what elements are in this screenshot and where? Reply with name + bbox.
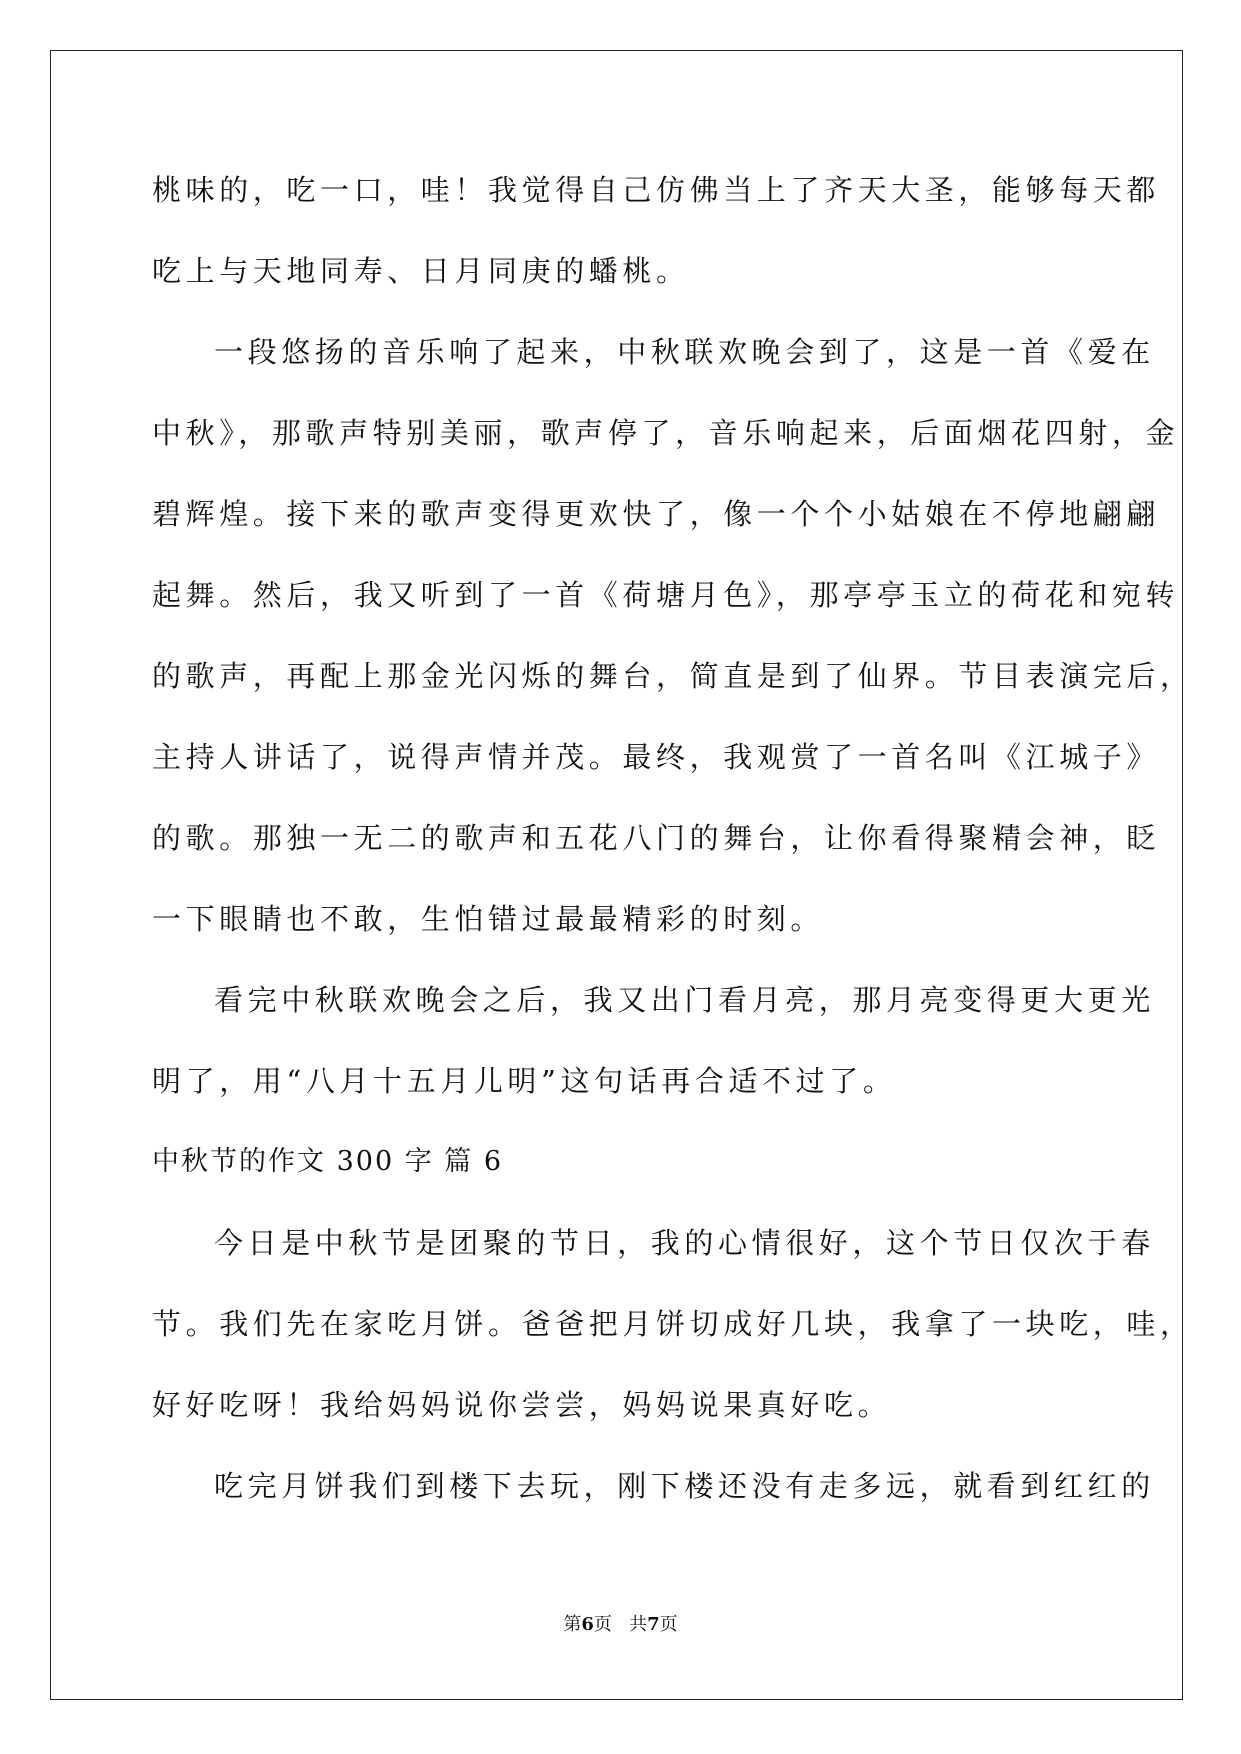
text-line-8: 主持人讲话了，说得声情并茂。最终，我观赏了一首名叫《江城子》 bbox=[152, 740, 1161, 774]
footer-current-page: 6 bbox=[581, 1614, 594, 1635]
text-line-3: 一段悠扬的音乐响了起来，中秋联欢晚会到了，这是一首《爱在 bbox=[214, 335, 1155, 369]
footer-suffix: 页 bbox=[659, 1614, 678, 1635]
text-line-15: 节。我们先在家吃月饼。爸爸把月饼切成好几块，我拿了一块吃，哇， bbox=[152, 1307, 1194, 1341]
text-line-16: 好好吃呀！我给妈妈说你尝尝，妈妈说果真好吃。 bbox=[152, 1388, 892, 1422]
footer-middle: 页 共 bbox=[593, 1614, 648, 1635]
document-body bbox=[152, 165, 1194, 1542]
text-line-5: 碧辉煌。接下来的歌声变得更欢快了，像一个个小姑娘在不停地翩翩 bbox=[152, 497, 1161, 531]
text-line-4: 中秋》，那歌声特别美丽，歌声停了，音乐响起来，后面烟花四射，金 bbox=[152, 416, 1180, 450]
footer-total-pages: 7 bbox=[647, 1614, 660, 1635]
footer-prefix: 第 bbox=[563, 1614, 582, 1635]
text-line-17: 吃完月饼我们到楼下去玩，刚下楼还没有走多远，就看到红红的 bbox=[214, 1469, 1155, 1503]
section-heading: 中秋节的作文 300 字 篇 6 bbox=[152, 1146, 504, 1177]
text-line-9: 的歌。那独一无二的歌声和五花八门的舞台，让你看得聚精会神，眨 bbox=[152, 821, 1161, 855]
text-line-6: 起舞。然后，我又听到了一首《荷塘月色》，那亭亭玉立的荷花和宛转 bbox=[152, 578, 1180, 612]
text-line-2: 吃上与天地同寿、日月同庚的蟠桃。 bbox=[152, 254, 690, 288]
text-line-11: 看完中秋联欢晚会之后，我又出门看月亮，那月亮变得更大更光 bbox=[214, 983, 1155, 1017]
text-line-14: 今日是中秋节是团聚的节日，我的心情很好，这个节日仅次于春 bbox=[214, 1226, 1155, 1260]
text-line-1: 桃味的，吃一口，哇！我觉得自己仿佛当上了齐天大圣，能够每天都 bbox=[152, 173, 1161, 207]
text-line-10: 一下眼睛也不敢，生怕错过最最精彩的时刻。 bbox=[152, 902, 825, 936]
page-footer bbox=[0, 1610, 1241, 1636]
text-line-7: 的歌声，再配上那金光闪烁的舞台，简直是到了仙界。节目表演完后， bbox=[152, 659, 1194, 693]
text-line-12: 明了，用“八月十五月儿明”这句话再合适不过了。 bbox=[152, 1064, 897, 1098]
